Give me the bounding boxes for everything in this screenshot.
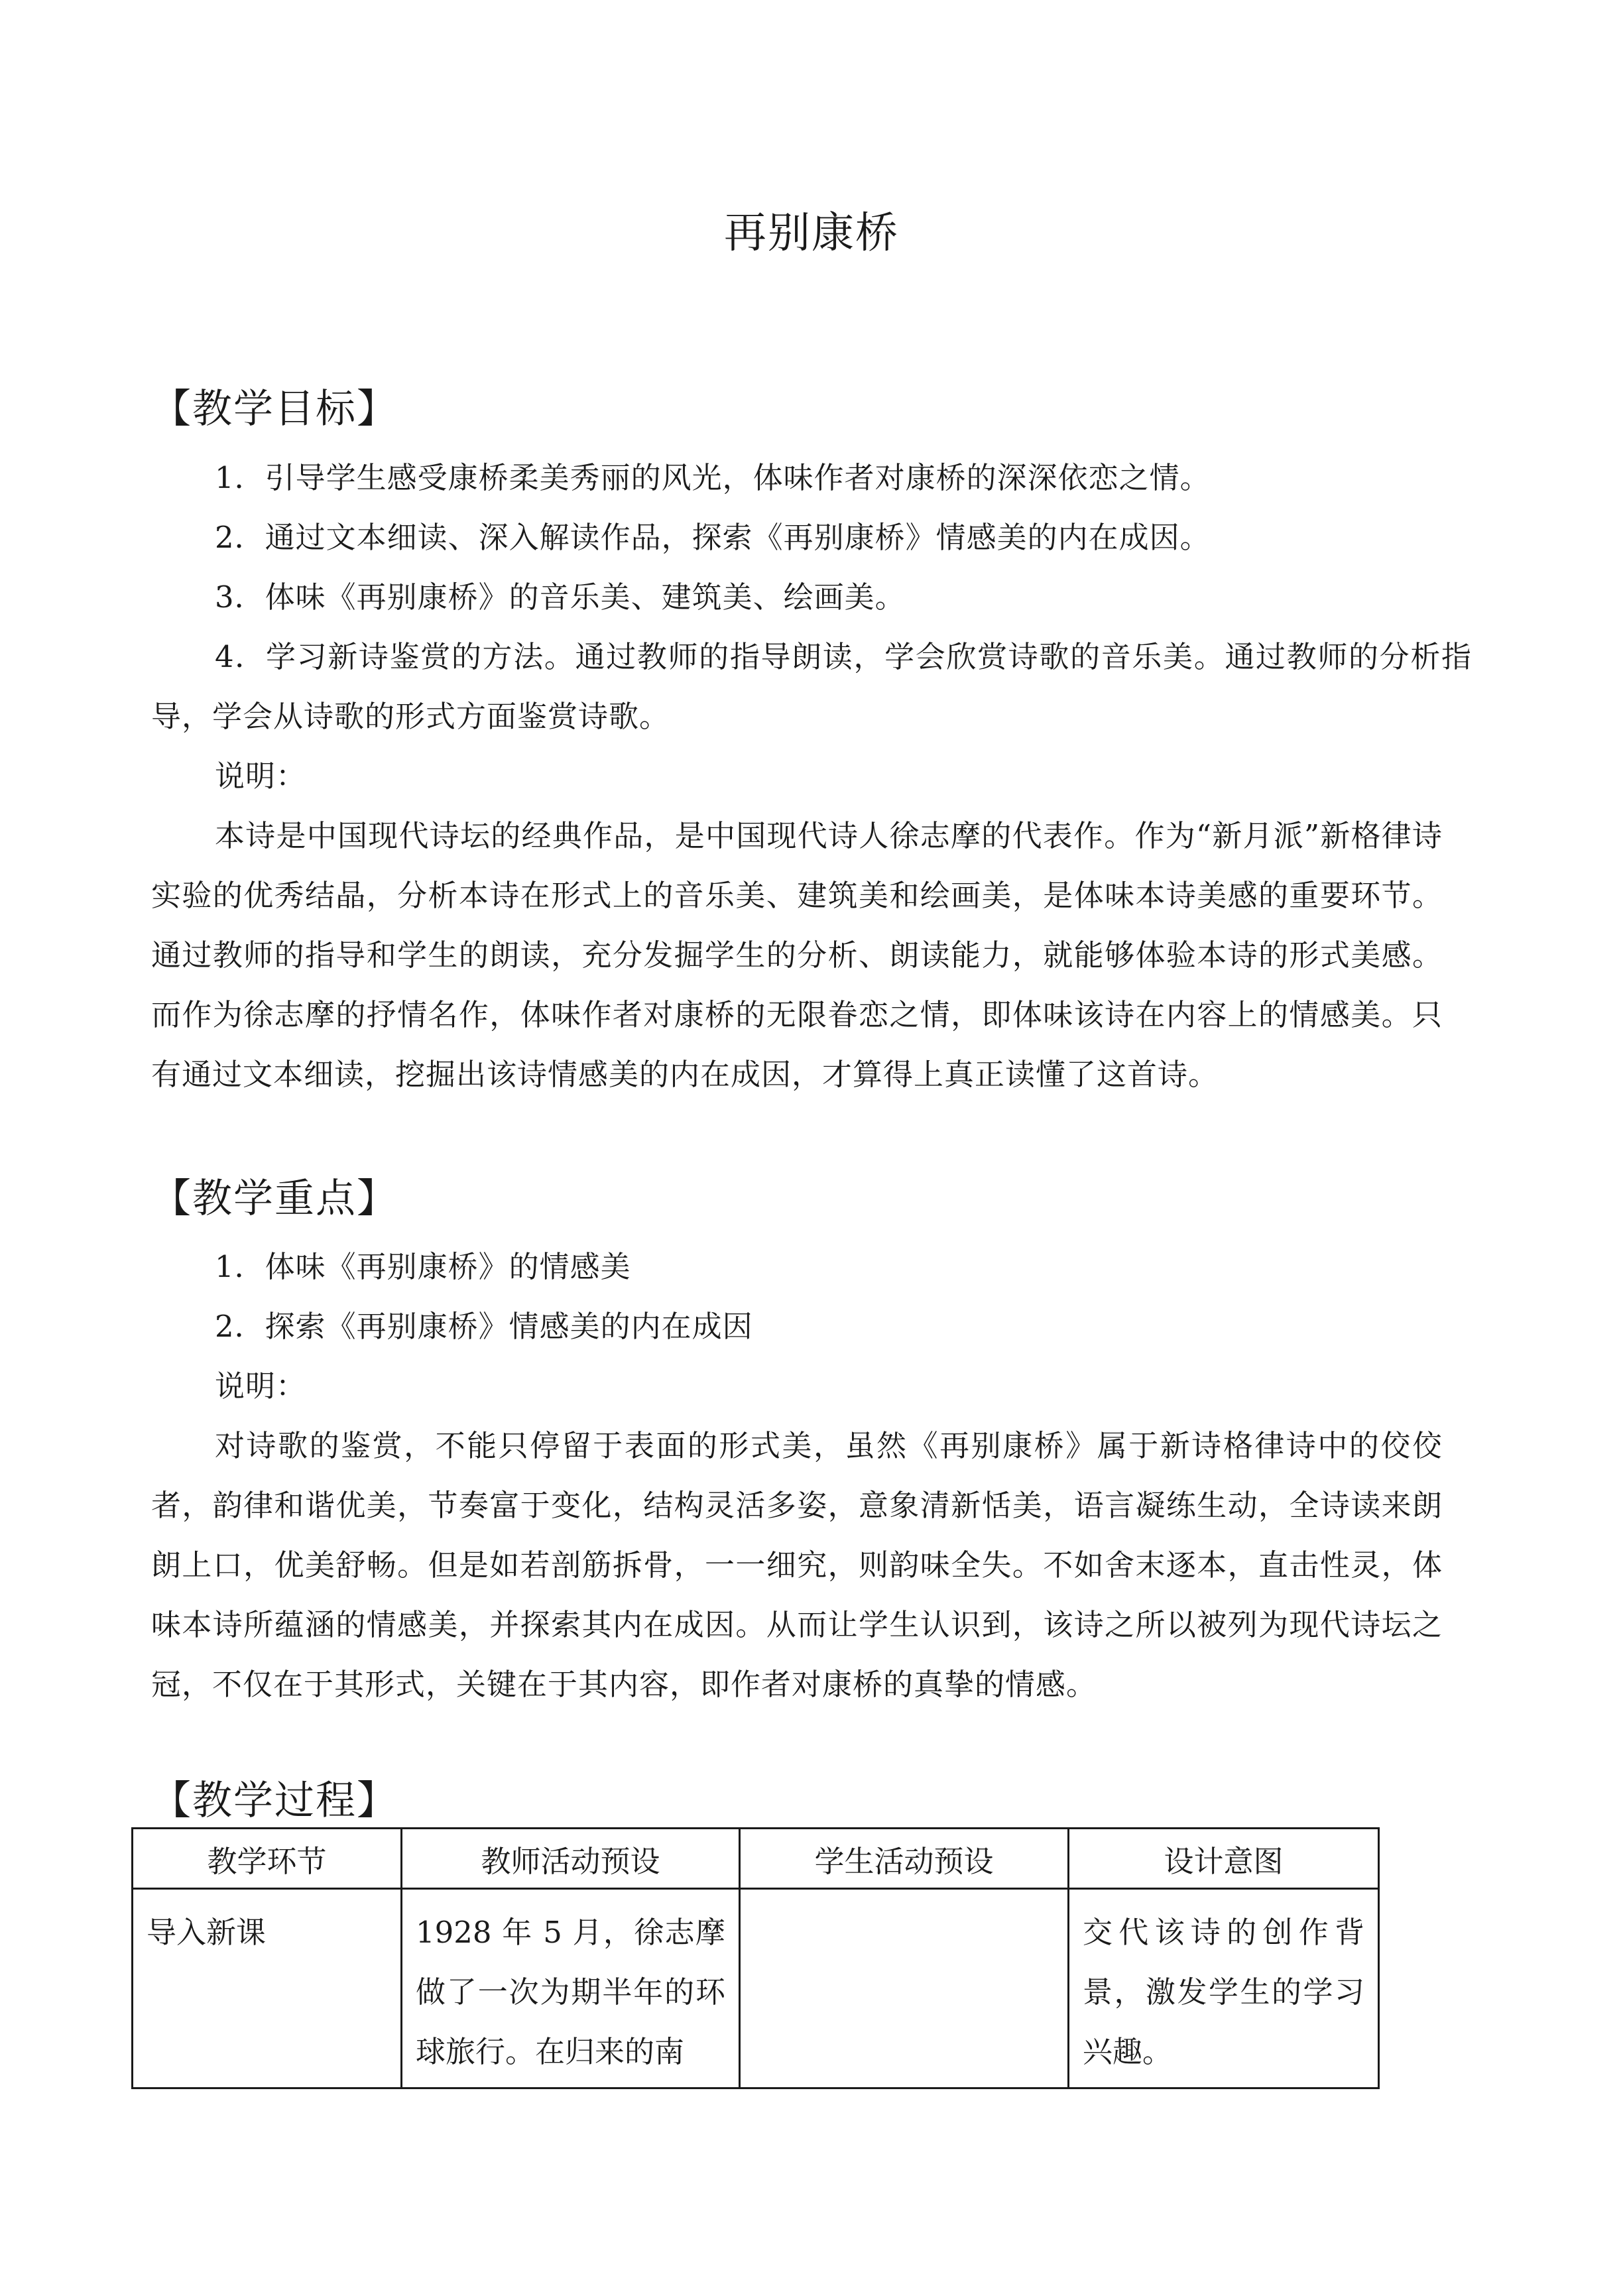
key-points-note-label: 说明： <box>215 1368 307 1404</box>
key-point-item: 1．体味《再别康桥》的情感美 <box>215 1249 631 1284</box>
objectives-heading: 【教学目标】 <box>151 386 398 432</box>
column-header-teacher: 教师活动预设 <box>402 1829 740 1889</box>
cell-intent: 交代该诗的创作背景，激发学生的学习兴趣。 <box>1069 1889 1379 2088</box>
cell-stage: 导入新课 <box>133 1889 402 2088</box>
column-header-stage: 教学环节 <box>133 1829 402 1889</box>
column-header-intent: 设计意图 <box>1069 1829 1379 1889</box>
objective-item: 4．学习新诗鉴赏的方法。通过教师的指导朗读，学会欣赏诗歌的音乐美。通过教师的分析指导，学会从诗歌的形式方面鉴赏诗歌。 <box>151 639 1472 734</box>
table-header-row <box>133 1829 1379 1889</box>
cell-teacher: 1928 年 5 月，徐志摩做了一次为期半年的环球旅行。在归来的南 <box>402 1889 740 2088</box>
objective-item: 1．引导学生感受康桥柔美秀丽的风光，体味作者对康桥的深深依恋之情。 <box>215 460 1211 495</box>
table-row <box>133 1889 1379 2088</box>
key-points-heading: 【教学重点】 <box>151 1176 398 1222</box>
document-title: 再别康桥 <box>724 209 899 258</box>
objectives-note-text: 本诗是中国现代诗坛的经典作品，是中国现代诗人徐志摩的代表作。作为“新月派”新格律诗实验的优秀结晶，分析本诗在形式上的音乐美、建筑美和绘画美，是体味本诗美感的重要环节。通过教师的指导和学生的朗读，充分发掘学生的分析、朗读能力，就能够体验本诗的形式美感。而作为徐志摩的抒情名作，体味作者对康桥的无限眷恋之情，即体味该诗在内容上的情感美。只有通过文本细读，挖掘出该诗情感美的内在成因，才算得上真正读懂了这首诗。 <box>151 818 1443 1092</box>
objectives-note-label: 说明： <box>215 758 307 794</box>
cell-student <box>740 1889 1069 2088</box>
key-point-item: 2．探索《再别康桥》情感美的内在成因 <box>215 1309 753 1344</box>
column-header-student: 学生活动预设 <box>740 1829 1069 1889</box>
process-heading: 【教学过程】 <box>151 1778 398 1824</box>
objective-item: 3．体味《再别康桥》的音乐美、建筑美、绘画美。 <box>215 579 906 615</box>
objective-item: 2．通过文本细读、深入解读作品，探索《再别康桥》情感美的内在成因。 <box>215 520 1211 555</box>
key-points-note-text: 对诗歌的鉴赏，不能只停留于表面的形式美，虽然《再别康桥》属于新诗格律诗中的佼佼者，韵律和谐优美，节奏富于变化，结构灵活多姿，意象清新恬美，语言凝练生动，全诗读来朗朗上口，优美舒畅。但是如若剖筋拆骨，一一细究，则韵味全失。不如舍末逐本，直击性灵，体味本诗所蕴涵的情感美，并探索其内在成因。从而让学生认识到，该诗之所以被列为现代诗坛之冠，不仅在于其形式，关键在于其内容，即作者对康桥的真挚的情感。 <box>151 1428 1443 1702</box>
process-table <box>131 1827 1380 2089</box>
